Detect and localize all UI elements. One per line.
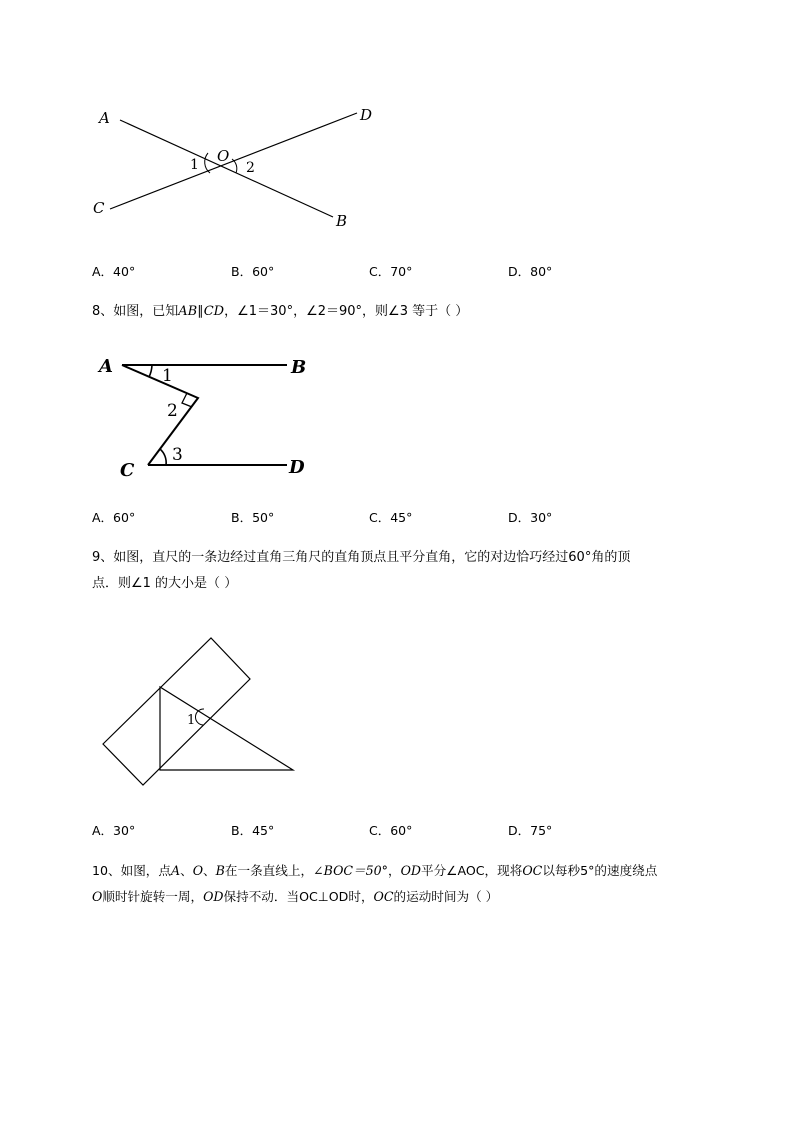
q8-option-a[interactable]: A．60° bbox=[92, 510, 136, 525]
triangle-ruler bbox=[160, 687, 293, 770]
q10-sep-1: 、 bbox=[180, 863, 193, 878]
label-3: 3 bbox=[172, 445, 183, 465]
q10-point-o2: O bbox=[92, 889, 103, 904]
q10-text-4: 平分∠AOC，现将 bbox=[420, 863, 523, 878]
label-D: D bbox=[360, 106, 373, 124]
q9-option-b[interactable]: B．45° bbox=[231, 823, 275, 838]
q10-oc2: OC bbox=[373, 889, 394, 904]
label-1: 1 bbox=[190, 157, 199, 173]
question-10-line2 bbox=[92, 885, 498, 909]
q9-option-d[interactable]: D．75° bbox=[508, 823, 553, 838]
q9-option-c[interactable]: C．60° bbox=[369, 823, 413, 838]
label-2: 2 bbox=[246, 160, 255, 176]
q10-text-7: 保持不动．当OC⊥OD时， bbox=[223, 889, 374, 904]
question-8 bbox=[92, 300, 468, 324]
q10-text-6: 顺时针旋转一周， bbox=[102, 889, 204, 904]
label-A: A bbox=[99, 356, 113, 377]
q8-option-b[interactable]: B．50° bbox=[231, 510, 275, 525]
q7-option-a[interactable]: A．40° bbox=[92, 264, 136, 279]
question-9-line2: 点．则∠1 的大小是（ ） bbox=[92, 576, 238, 591]
figure-q9 bbox=[100, 635, 300, 790]
label-A: A bbox=[99, 109, 110, 127]
q10-text-3: ， bbox=[387, 863, 401, 878]
q9-option-a[interactable]: A．30° bbox=[92, 823, 136, 838]
label-C: C bbox=[120, 460, 135, 481]
q8-cd: CD bbox=[203, 304, 225, 319]
question-9-line1: 9、如图，直尺的一条边经过直角三角尺的直角顶点且平分直角，它的对边恰巧经过60°角的顶 bbox=[92, 550, 631, 565]
q7-option-c[interactable]: C．70° bbox=[369, 264, 413, 279]
label-1: 1 bbox=[162, 366, 173, 386]
q10-text-8: 的运动时间为（ ） bbox=[393, 889, 499, 904]
label-B: B bbox=[291, 357, 307, 378]
q10-sep-2: 、 bbox=[203, 863, 216, 878]
angle-3-arc bbox=[160, 449, 166, 465]
figure-q7 bbox=[80, 95, 400, 240]
label-1: 1 bbox=[187, 713, 196, 728]
angle-1-arc bbox=[149, 365, 152, 377]
q8-option-c[interactable]: C．45° bbox=[369, 510, 413, 525]
label-C: C bbox=[93, 199, 105, 217]
q10-text-2: 在一条直线上， bbox=[224, 863, 314, 878]
label-O: O bbox=[217, 147, 230, 165]
q7-option-b[interactable]: B．60° bbox=[231, 264, 275, 279]
question-10-line1 bbox=[92, 859, 657, 883]
label-B: B bbox=[336, 212, 348, 230]
q10-text-5: 以每秒5°的速度绕点 bbox=[542, 863, 658, 878]
q10-point-a: A bbox=[171, 863, 181, 878]
q8-option-d[interactable]: D．30° bbox=[508, 510, 553, 525]
q8-parallel: ∥ bbox=[197, 304, 204, 319]
q10-od: OD bbox=[400, 863, 421, 878]
q8-ab: AB bbox=[178, 304, 198, 319]
q10-point-b: B bbox=[215, 863, 225, 878]
label-D: D bbox=[289, 457, 305, 478]
q8-rest: ，∠1＝30°，∠2＝90°，则∠3 等于（ ） bbox=[224, 304, 469, 319]
q10-angle-boc: ∠BOC＝50° bbox=[313, 863, 388, 878]
label-2: 2 bbox=[167, 401, 178, 421]
q10-oc: OC bbox=[522, 863, 543, 878]
ruler bbox=[103, 638, 250, 785]
figure-q8 bbox=[92, 348, 332, 483]
q10-text-1: 10、如图，点 bbox=[92, 863, 171, 878]
q10-od2: OD bbox=[203, 889, 224, 904]
q7-option-d[interactable]: D．80° bbox=[508, 264, 553, 279]
q8-prefix: 8、如图，已知 bbox=[92, 304, 179, 319]
q10-point-o: O bbox=[192, 863, 204, 878]
